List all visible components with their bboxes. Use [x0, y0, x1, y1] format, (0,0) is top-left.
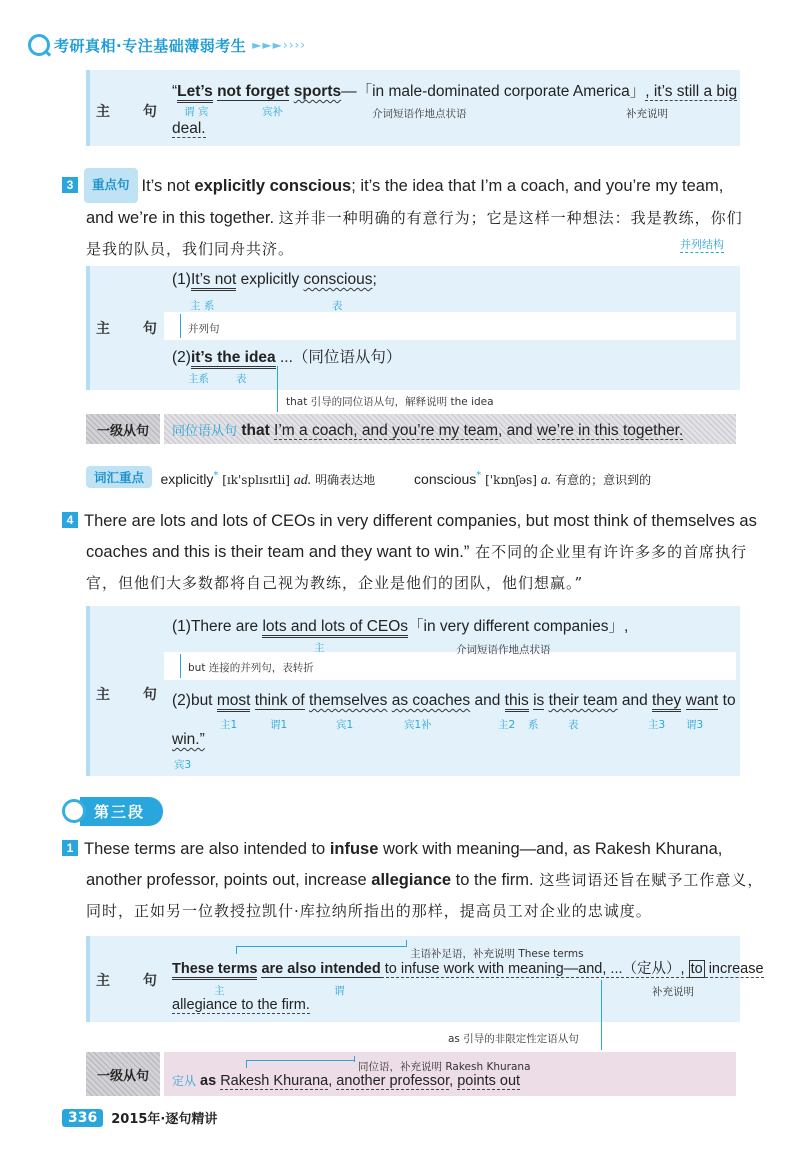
- box4-as-line: [601, 980, 602, 1050]
- box3-clause1: (1)There are lots and lots of CEOs「in very different companies」,: [172, 614, 628, 636]
- box2-ann1-sv: 主 系: [190, 300, 215, 312]
- box2-label: 主 句: [96, 321, 171, 337]
- box3-a-v2: 系: [528, 719, 539, 731]
- section-header: [62, 798, 163, 824]
- box4-top-vline2: [406, 940, 407, 947]
- header-arrows: ►►►››››: [252, 38, 307, 52]
- box3-a-p2: 表: [568, 719, 579, 731]
- key-sentence-tag: 重点句: [84, 168, 138, 203]
- box3-a-oc1: 宾1补: [404, 719, 432, 731]
- parallel-structure-note: 并列结构: [680, 238, 724, 251]
- box1-object: sports: [293, 83, 342, 100]
- box3-but-note: but 连接的并列句，表转折: [188, 662, 314, 674]
- box4-line2: allegiance to the firm.: [172, 997, 310, 1013]
- level1a-text: 同位语从句 that I’m a coach, and you’re my team, and we’re in this together.: [172, 422, 684, 439]
- footer-title: 2015年·逐句精讲: [111, 1112, 218, 1127]
- box4-ann-v: 谓: [334, 985, 345, 997]
- level1b-hline: [246, 1060, 354, 1061]
- vocab-row: 词汇重点 explicitly* [ɪk'splɪsɪtli] ad. 明确表达地 conscious* ['kɒnʃəs] a. 有意的；意识到的: [86, 466, 651, 489]
- box4-as-note: as 引导的非限定性定语从句: [448, 1033, 579, 1045]
- box2-ann2-c: 表: [236, 373, 247, 385]
- vocab-tag: 词汇重点: [86, 466, 152, 488]
- box3-clause2-end: win.”: [172, 731, 205, 748]
- paragraph-s1: 1 These terms are also intended to infuse work with meaning—and, as Rakesh Khurana, another professor, points out, increase allegiance to the firm. 这些词语还旨在赋予工作意义， 同时，正如另一位教授拉凯什·库拉纳所指出的那样，提高员工对企业的忠诚度。: [62, 834, 752, 927]
- box1-label: 主 句: [96, 104, 171, 120]
- box4-label: 主 句: [96, 973, 171, 989]
- level1a-label: 一级从句: [86, 414, 160, 444]
- box1-line1: “Let’s not forget sports—「in male-dominated corporate America」, it’s still a big: [172, 79, 737, 101]
- box4-line1: These terms are also intended to infuse work with meaning—and, ...（定从）, to increase: [172, 957, 764, 978]
- box2-ann1-c: 表: [332, 300, 343, 312]
- level1b-text: 定从 as Rakesh Khurana, another professor, points out: [172, 1073, 521, 1089]
- box3-a-s1: 主1: [220, 719, 238, 731]
- paragraph-3: 3 重点句 It’s not explicitly conscious; it’s the idea that I’m a coach, and you’re my team, and we’re in this together. 这并非一种明确的有意行为；它是这样一种想法：我是教练，你们 是我的队员，我们同舟共济。: [62, 168, 752, 265]
- box1-ann-supp: 补充说明: [626, 108, 668, 120]
- box2-explain: that 引导的同位语从句，解释说明 the idea: [286, 396, 494, 408]
- box1-ann-comp: 宾补: [262, 106, 283, 118]
- box3-c1-ann-s: 主: [314, 642, 325, 654]
- box4-top-hline: [236, 946, 406, 947]
- box3-a-v1: 谓1: [270, 719, 288, 731]
- section-title: 第三段: [80, 797, 163, 826]
- box3-c1-ann-prep: 介词短语作地点状语: [456, 644, 551, 656]
- box1-subject: Let’s: [177, 83, 213, 103]
- box4-ann-supp: 补充说明: [652, 986, 694, 998]
- magnifier-icon: [62, 799, 86, 823]
- box2-clause1: (1)It’s not explicitly conscious;: [172, 271, 377, 289]
- box3-a-o1: 宾1: [336, 719, 354, 731]
- level1b-note: 同位语，补充说明 Rakesh Khurana: [358, 1061, 531, 1073]
- box3-label: 主 句: [96, 687, 171, 703]
- box2-divider: [164, 312, 736, 340]
- sentence-number-4: 4: [62, 512, 78, 528]
- box1-line2: deal.: [172, 120, 206, 137]
- box4-top-vline: [236, 946, 237, 954]
- box3-a-s2: 主2: [498, 719, 516, 731]
- box3-a-o3: 宾3: [174, 759, 192, 771]
- box2-parallel-note: 并列句: [188, 323, 220, 335]
- level1b-label: 一级从句: [86, 1052, 160, 1096]
- page-footer: [62, 1108, 217, 1127]
- box3-a-v3: 谓3: [686, 719, 704, 731]
- box2-explain-line: [277, 366, 278, 412]
- box1-bracket: 「in male-dominated corporate America」: [356, 83, 646, 100]
- box1-rest: , it’s still a big: [645, 83, 738, 100]
- page-header: [28, 30, 306, 60]
- box4-ann-s: 主: [214, 985, 225, 997]
- level1b-vline-left: [246, 1060, 247, 1068]
- box1-ann-prep: 介词短语作地点状语: [372, 108, 467, 120]
- magnifier-logo-icon: [28, 34, 50, 56]
- page-number: 336: [62, 1109, 103, 1127]
- level1b-vline-right: [354, 1056, 355, 1062]
- paragraph-4: 4 There are lots and lots of CEOs in very different companies, but most think of themselves as coaches and this is their team and they want to win.” 在不同的企业里有许许多多的首席执行 官，但他们大多数都将自己视为教练，企业是他们的团队，他们想赢。”: [62, 506, 752, 599]
- box1-ann-verb: 谓 宾: [184, 106, 209, 118]
- box2-ann2-sv: 主系: [188, 373, 209, 385]
- box3-but-line: [180, 654, 181, 678]
- box1-verb: not forget: [217, 83, 290, 100]
- sentence-number-3: 3: [62, 177, 78, 193]
- box2-clause2: (2)it’s the idea ...（同位语从句）: [172, 345, 401, 367]
- sentence-number-1: 1: [62, 840, 78, 856]
- box4-top-note: 主语补足语，补充说明 These terms: [410, 948, 584, 960]
- box3-clause2: (2)but most think of themselves as coaches and this is their team and they want to: [172, 692, 736, 710]
- box2-parallel-line: [180, 314, 181, 338]
- box3-a-s3: 主3: [648, 719, 666, 731]
- header-title: 考研真相·专注基础薄弱考生: [54, 36, 247, 55]
